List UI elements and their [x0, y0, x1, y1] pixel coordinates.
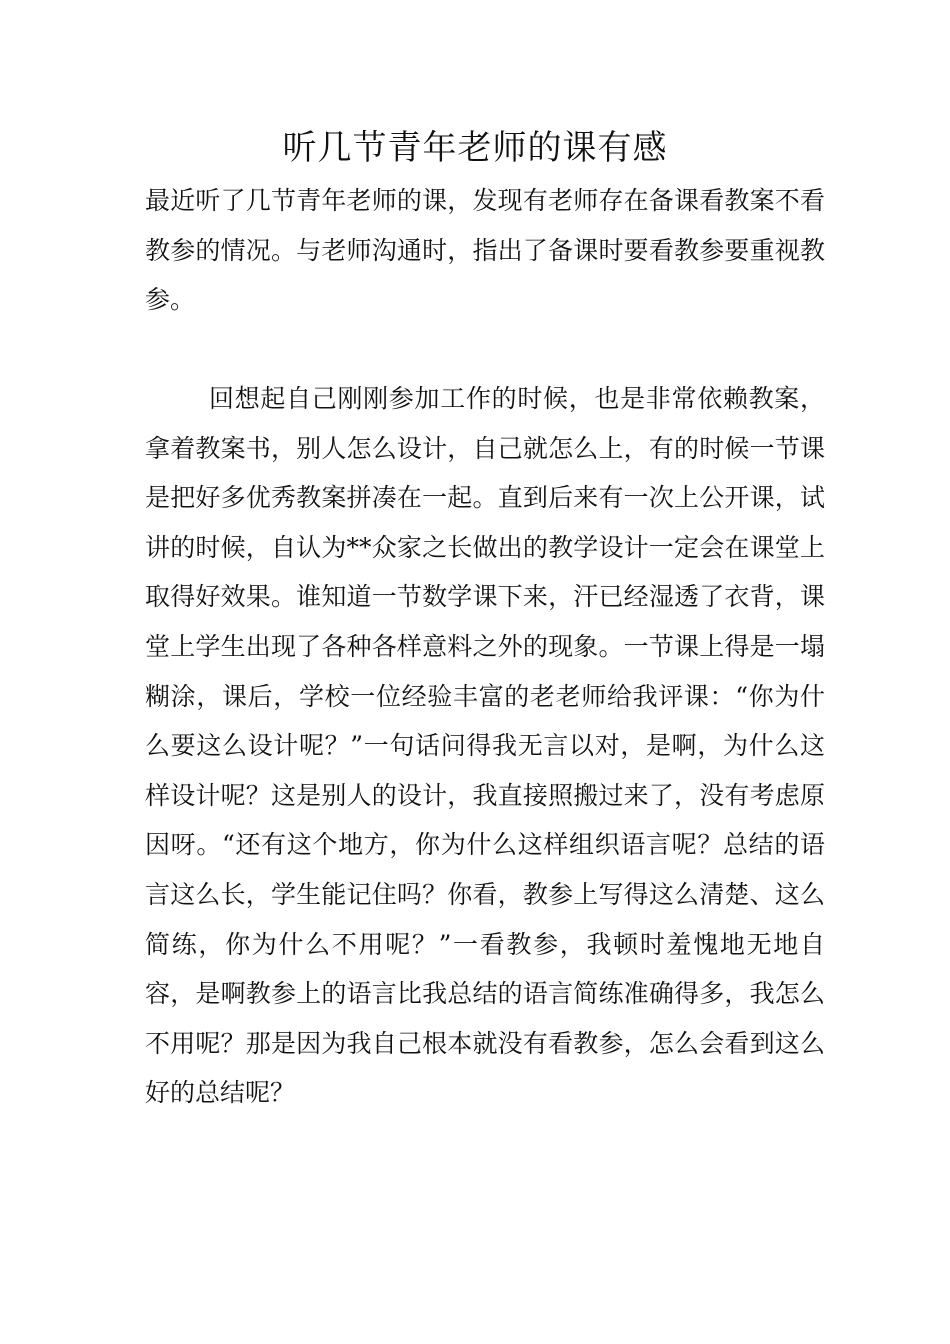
paragraph-2: 回想起自己刚刚参加工作的时候，也是非常依赖教案，拿着教案书，别人怎么设计，自己就怎么上，有的时候一节课是把好多优秀教案拼凑在一起。直到后来有一次上公开课，试讲的时候，自认为**众家之长做出的教学设计一定会在课堂上取得好效果。谁知道一节数学课下来，汗已经湿透了衣背，课堂上学生出现了各种各样意料之外的现象。一节课上得是一塌糊涂，课后，学校一位经验丰富的老老师给我评课：“你为什么要这么设计呢？”一句话问得我无言以对，是啊，为什么这样设计呢？这是别人的设计，我直接照搬过来了，没有考虑原因呀。“还有这个地方，你为什么这样组织语言呢？总结的语言这么长，学生能记住吗？你看，教参上写得这么清楚、这么简练，你为什么不用呢？”一看教参，我顿时羞愧地无地自容，是啊教参上的语言比我总结的语言简练准确得多，我怎么不用呢？那是因为我自己根本就没有看教参，怎么会看到这么好的总结呢？	[145, 384, 825, 1108]
document-title: 听几节青年老师的课有感	[282, 128, 668, 168]
paragraph-1: 最近听了几节青年老师的课，发现有老师存在备课看教案不看教参的情况。与老师沟通时，指出了备课时要看教参要重视教参。	[145, 186, 825, 315]
